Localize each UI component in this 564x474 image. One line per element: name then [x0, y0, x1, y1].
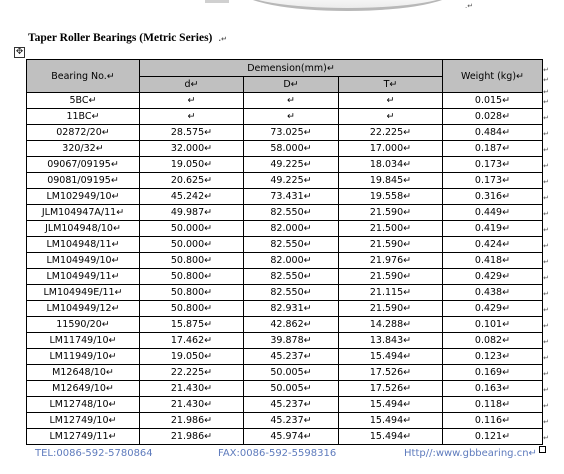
outer-diameter-cell: 82.550↵: [244, 205, 339, 221]
table-row: [27, 125, 543, 141]
table-row: [27, 429, 543, 445]
weight-cell: 0.173↵: [443, 173, 543, 189]
width-cell: 21.590↵: [339, 205, 443, 221]
row-end-mark: ↵: [543, 226, 549, 234]
outer-diameter-cell: 42.862↵: [244, 317, 339, 333]
table-row: [27, 381, 543, 397]
d-cell: 28.575↵: [140, 125, 244, 141]
width-cell: 21.500↵: [339, 221, 443, 237]
weight-cell: 0.429↵: [443, 269, 543, 285]
d-cell: 21.430↵: [140, 381, 244, 397]
outer-diameter-cell: 82.550↵: [244, 269, 339, 285]
row-end-mark: ↵: [543, 130, 549, 138]
bearing-no-cell: JLM104947A/11↵: [27, 205, 140, 221]
weight-cell: 0.101↵: [443, 317, 543, 333]
bearing-table: [26, 59, 543, 445]
width-cell: 15.494↵: [339, 397, 443, 413]
d-cell: 50.800↵: [140, 301, 244, 317]
footer-tel: TEL:0086-592-5780864: [35, 448, 153, 459]
bearing-no-cell: LM11749/10↵: [27, 333, 140, 349]
bearing-no-cell: 09081/09195↵: [27, 173, 140, 189]
weight-cell: 0.169↵: [443, 365, 543, 381]
d-cell: 50.800↵: [140, 269, 244, 285]
bearing-no-cell: LM104948/11↵: [27, 237, 140, 253]
row-end-mark: ↵: [543, 76, 549, 84]
width-cell: 18.034↵: [339, 157, 443, 173]
outer-diameter-cell: 82.550↵: [244, 285, 339, 301]
weight-cell: 0.419↵: [443, 221, 543, 237]
weight-cell: 0.484↵: [443, 125, 543, 141]
d-cell: 21.986↵: [140, 413, 244, 429]
bearing-no-cell: 11BC↵: [27, 109, 140, 125]
d-cell: ↵: [140, 93, 244, 109]
document-title: [28, 32, 227, 44]
d-cell: 32.000↵: [140, 141, 244, 157]
table-row: [27, 365, 543, 381]
d-cell: ↵: [140, 109, 244, 125]
table-row: [27, 237, 543, 253]
weight-cell: 0.424↵: [443, 237, 543, 253]
table-row: [27, 285, 543, 301]
weight-cell: 0.015↵: [443, 93, 543, 109]
table-row: [27, 317, 543, 333]
width-cell: 13.843↵: [339, 333, 443, 349]
row-end-mark: ↵: [543, 258, 549, 266]
header-weight: Weight (kg)↵: [443, 60, 543, 93]
d-cell: 50.000↵: [140, 237, 244, 253]
width-cell: 21.590↵: [339, 237, 443, 253]
outer-diameter-cell: 58.000↵: [244, 141, 339, 157]
bearing-no-cell: 320/32↵: [27, 141, 140, 157]
header-dimension: Demension(mm)↵: [140, 60, 443, 77]
weight-cell: 0.116↵: [443, 413, 543, 429]
d-cell: 17.462↵: [140, 333, 244, 349]
table-row: [27, 141, 543, 157]
width-cell: 15.494↵: [339, 413, 443, 429]
table-row: [27, 189, 543, 205]
width-cell: ↵: [339, 93, 443, 109]
row-end-mark: ↵: [543, 162, 549, 170]
width-cell: 21.590↵: [339, 301, 443, 317]
bearing-no-cell: LM104949/11↵: [27, 269, 140, 285]
bearing-no-cell: 11590/20↵: [27, 317, 140, 333]
footer-website-link[interactable]: Http//:www.gbbearing.cn↵: [404, 448, 537, 459]
width-cell: 17.526↵: [339, 381, 443, 397]
bearing-no-cell: LM102949/10↵: [27, 189, 140, 205]
bearing-no-cell: M12648/10↵: [27, 365, 140, 381]
d-cell: 15.875↵: [140, 317, 244, 333]
row-end-mark: ↵: [543, 370, 549, 378]
weight-cell: 0.118↵: [443, 397, 543, 413]
bearing-photo-stub: [205, 0, 229, 3]
header-T: T↵: [339, 77, 443, 93]
table-row: [27, 333, 543, 349]
bearing-no-cell: JLM104948/10↵: [27, 221, 140, 237]
bearing-photo-fragment: [240, 0, 455, 11]
weight-cell: 0.449↵: [443, 205, 543, 221]
table-row: [27, 157, 543, 173]
row-end-mark: ↵: [543, 146, 549, 154]
table-row: [27, 221, 543, 237]
outer-diameter-cell: 49.225↵: [244, 173, 339, 189]
row-end-mark: ↵: [543, 210, 549, 218]
weight-cell: 0.123↵: [443, 349, 543, 365]
outer-diameter-cell: 82.931↵: [244, 301, 339, 317]
header-bearing-no: Bearing No.↵: [27, 60, 140, 93]
width-cell: 19.845↵: [339, 173, 443, 189]
weight-cell: 0.429↵: [443, 301, 543, 317]
row-end-mark: ↵: [543, 178, 549, 186]
d-cell: 49.987↵: [140, 205, 244, 221]
bearing-no-cell: 02872/20↵: [27, 125, 140, 141]
bearing-no-cell: LM104949/10↵: [27, 253, 140, 269]
weight-cell: 0.121↵: [443, 429, 543, 445]
table-row: [27, 205, 543, 221]
weight-cell: 0.418↵: [443, 253, 543, 269]
table-row: [27, 397, 543, 413]
row-end-mark: ↵: [543, 98, 549, 106]
outer-diameter-cell: 50.005↵: [244, 365, 339, 381]
bearing-no-cell: LM11949/10↵: [27, 349, 140, 365]
table-row: [27, 301, 543, 317]
paragraph-mark: .↵: [218, 35, 227, 43]
row-end-mark: ↵: [543, 322, 549, 330]
d-cell: 45.242↵: [140, 189, 244, 205]
table-row: [27, 253, 543, 269]
bearing-no-cell: LM104949/12↵: [27, 301, 140, 317]
d-cell: 21.986↵: [140, 429, 244, 445]
table-row: [27, 269, 543, 285]
outer-diameter-cell: 49.225↵: [244, 157, 339, 173]
outer-diameter-cell: 45.237↵: [244, 397, 339, 413]
bearing-no-cell: 09067/09195↵: [27, 157, 140, 173]
d-cell: 50.000↵: [140, 221, 244, 237]
width-cell: 15.494↵: [339, 429, 443, 445]
row-end-mark: ↵: [543, 306, 549, 314]
row-end-mark: ↵: [543, 194, 549, 202]
header-D: D↵: [244, 77, 339, 93]
outer-diameter-cell: 50.005↵: [244, 381, 339, 397]
header-d: d↵: [140, 77, 244, 93]
d-cell: 21.430↵: [140, 397, 244, 413]
row-end-mark: ↵: [543, 114, 549, 122]
row-end-mark: ↵: [543, 274, 549, 282]
width-cell: 15.494↵: [339, 349, 443, 365]
bearing-no-cell: 5BC↵: [27, 93, 140, 109]
table-row: [27, 109, 543, 125]
weight-cell: 0.187↵: [443, 141, 543, 157]
width-cell: 22.225↵: [339, 125, 443, 141]
weight-cell: 0.163↵: [443, 381, 543, 397]
width-cell: 21.115↵: [339, 285, 443, 301]
row-end-mark: ↵: [543, 418, 549, 426]
weight-cell: 0.438↵: [443, 285, 543, 301]
table-row: [27, 173, 543, 189]
row-end-mark: ↵: [543, 242, 549, 250]
outer-diameter-cell: ↵: [244, 109, 339, 125]
width-cell: 17.000↵: [339, 141, 443, 157]
d-cell: 20.625↵: [140, 173, 244, 189]
weight-cell: 0.028↵: [443, 109, 543, 125]
d-cell: 50.800↵: [140, 253, 244, 269]
outer-diameter-cell: 45.237↵: [244, 413, 339, 429]
outer-diameter-cell: 45.237↵: [244, 349, 339, 365]
table-row: [27, 349, 543, 365]
width-cell: 17.526↵: [339, 365, 443, 381]
row-end-mark: ↵: [543, 290, 549, 298]
outer-diameter-cell: ↵: [244, 93, 339, 109]
width-cell: 14.288↵: [339, 317, 443, 333]
d-cell: 50.800↵: [140, 285, 244, 301]
outer-diameter-cell: 82.000↵: [244, 221, 339, 237]
width-cell: 21.976↵: [339, 253, 443, 269]
width-cell: ↵: [339, 109, 443, 125]
width-cell: 21.590↵: [339, 269, 443, 285]
footer-fax: FAX:0086-592-5598316: [218, 448, 337, 459]
row-end-mark: ↵: [543, 402, 549, 410]
outer-diameter-cell: 73.025↵: [244, 125, 339, 141]
table-row: [27, 93, 543, 109]
row-end-mark: ↵: [543, 354, 549, 362]
bearing-no-cell: LM104949E/11↵: [27, 285, 140, 301]
width-cell: 19.558↵: [339, 189, 443, 205]
bearing-no-cell: LM12749/11↵: [27, 429, 140, 445]
table-move-handle-icon[interactable]: ✥: [15, 47, 24, 57]
outer-diameter-cell: 82.550↵: [244, 237, 339, 253]
row-end-mark: ↵: [543, 434, 549, 442]
bearing-no-cell: LM12748/10↵: [27, 397, 140, 413]
paragraph-mark: .↵: [465, 2, 474, 10]
weight-cell: 0.173↵: [443, 157, 543, 173]
outer-diameter-cell: 45.974↵: [244, 429, 339, 445]
d-cell: 19.050↵: [140, 157, 244, 173]
row-end-mark: ↵: [543, 88, 549, 96]
outer-diameter-cell: 39.878↵: [244, 333, 339, 349]
d-cell: 19.050↵: [140, 349, 244, 365]
outer-diameter-cell: 82.000↵: [244, 253, 339, 269]
bearing-no-cell: LM12749/10↵: [27, 413, 140, 429]
table-row: [27, 413, 543, 429]
row-end-mark: ↵: [543, 386, 549, 394]
bearing-no-cell: M12649/10↵: [27, 381, 140, 397]
weight-cell: 0.082↵: [443, 333, 543, 349]
outer-diameter-cell: 73.431↵: [244, 189, 339, 205]
row-end-mark: ↵: [543, 338, 549, 346]
row-end-mark: ↵: [543, 66, 549, 74]
footer: [0, 445, 564, 465]
weight-cell: 0.316↵: [443, 189, 543, 205]
title-text: Taper Roller Bearings (Metric Series): [28, 32, 213, 44]
d-cell: 22.225↵: [140, 365, 244, 381]
